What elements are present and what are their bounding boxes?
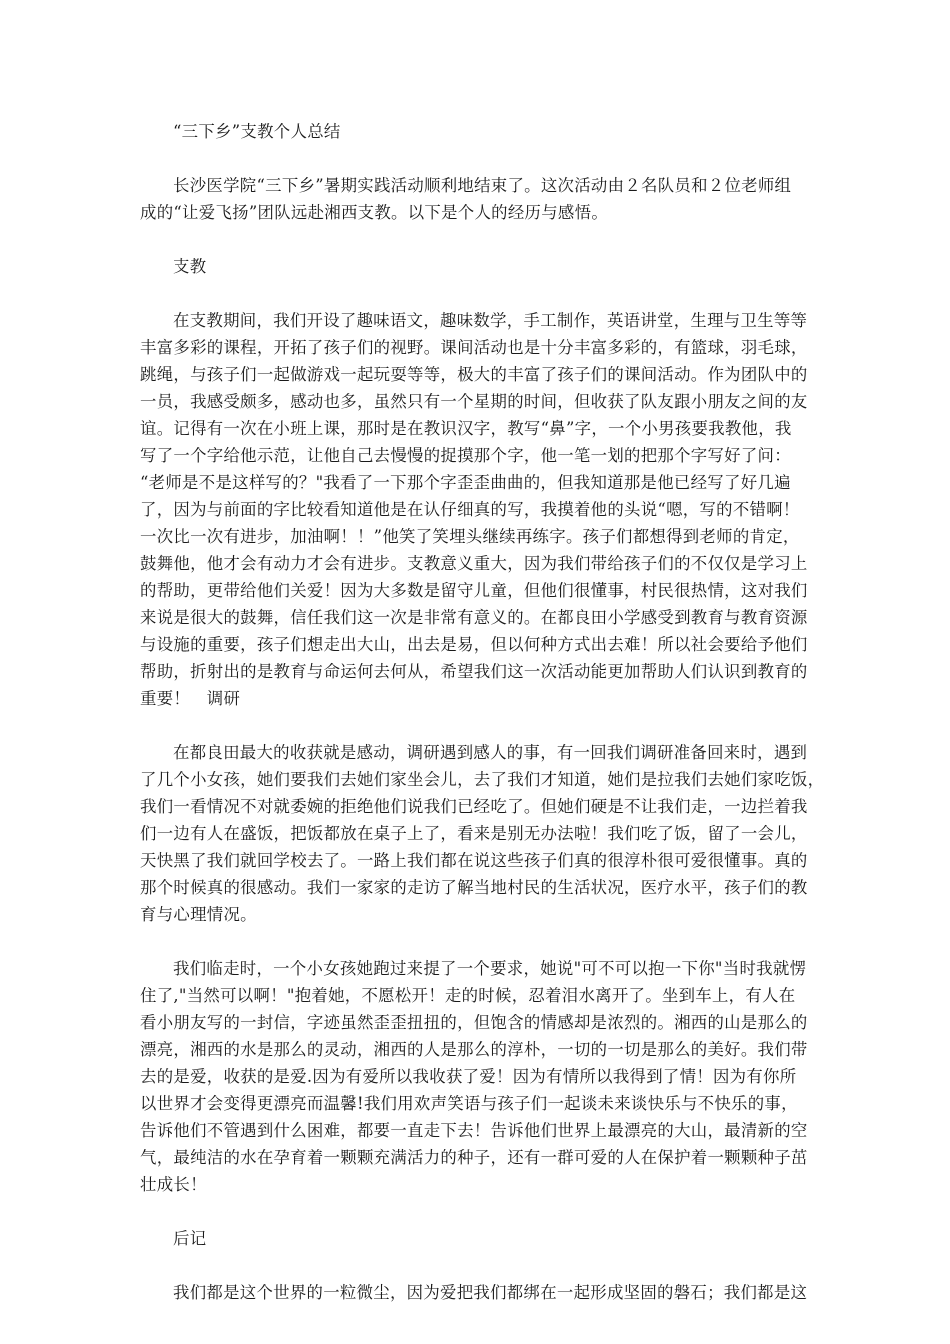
paragraph-line: 以世界才会变得更漂亮而温馨!我们用欢声笑语与孩子们一起谈未来谈快乐与不快乐的事， [140, 1094, 798, 1113]
paragraph-line: 住了,"当然可以啊！"抱着她，不愿松开！走的时候，忍着泪水离开了。坐到车上，有人在 [140, 986, 796, 1005]
intro-line: 长沙医学院“三下乡”暑期实践活动顺利地结束了。这次活动由２名队员和２位老师组 [173, 176, 792, 195]
paragraph-line: 丰富多彩的课程，开拓了孩子们的视野。课间活动也是十分丰富多彩的，有篮球，羽毛球， [140, 338, 808, 357]
section-heading-postscript: 后记 [173, 1229, 207, 1248]
document-title: “三下乡”支教个人总结 [173, 122, 341, 141]
paragraph-line: 我们临走时，一个小女孩她跑过来提了一个要求，她说"可不可以抱一下你"当时我就愣 [173, 959, 807, 978]
paragraph-line: 一次比一次有进步，加油啊！！”他笑了笑埋头继续再练字。孩子们都想得到老师的肯定， [140, 527, 800, 546]
paragraph-line: 的帮助，更带给他们关爱！因为大多数是留守儿童，但他们很懂事，村民很热情，这对我们 [140, 581, 808, 600]
paragraph-line: 跳绳，与孩子们一起做游戏一起玩耍等等，极大的丰富了孩子们的课间活动。作为团队中的 [140, 365, 808, 384]
paragraph-line: 了，因为与前面的字比较看知道他是在认仔细真的写，我摸着他的头说“嗯，写的不错啊！ [140, 500, 800, 519]
paragraph-line: 那个时候真的很感动。我们一家家的走访了解当地村民的生活状况，医疗水平，孩子们的教 [140, 878, 808, 897]
spacer [140, 280, 812, 307]
paragraph-line: 写了一个字给他示范，让他自己去慢慢的捉摸那个字，他一笔一划的把那个字写好了问： [140, 446, 791, 465]
spacer [140, 928, 812, 955]
section-heading-teaching: 支教 [173, 257, 207, 276]
paragraph-line: 天快黑了我们就回学校去了。一路上我们都在说这些孩子们真的很淳朴很可爱很懂事。真的 [140, 851, 808, 870]
paragraph-line: 们一边有人在盛饭，把饭都放在桌子上了，看来是别无办法啦！我们吃了饭，留了一会儿， [140, 824, 808, 843]
paragraph-line: 去的是爱，收获的是爱.因为有爱所以我收获了爱！因为有情所以我得到了情！因为有你所 [140, 1067, 797, 1086]
paragraph-line: 气，最纯洁的水在孕育着一颗颗充满活力的种子，还有一群可爱的人在保护着一颗颗种子茁 [140, 1148, 808, 1167]
paragraph-line: 一员，我感受颇多，感动也多，虽然只有一个星期的时间，但收获了队友跟小朋友之间的友 [140, 392, 808, 411]
paragraph-line: “老师是不是这样写的？"我看了一下那个字歪歪曲曲的，但我知道那是他已经写了好几遍 [140, 473, 791, 492]
paragraph-line: 来说是很大的鼓舞，信任我们这一次是非常有意义的。在都良田小学感受到教育与教育资源 [140, 608, 808, 627]
paragraph-line: 谊。记得有一次在小班上课，那时是在教识汉字，教写“鼻”字，一个小男孩要我教他，我 [140, 419, 792, 438]
paragraph-line: 帮助，折射出的是教育与命运何去何从，希望我们这一次活动能更加帮助人们认识到教育的 [140, 662, 808, 681]
paragraph-line: 了几个小女孩，她们要我们去她们家坐会儿，去了我们才知道，她们是拉我们去她们家吃饭， [140, 770, 825, 789]
document-body [140, 118, 825, 1306]
paragraph-line: 壮成长！ [140, 1175, 207, 1194]
spacer [140, 226, 812, 253]
spacer [140, 145, 812, 172]
paragraph-line: 在支教期间，我们开设了趣味语文，趣味数学，手工制作，英语讲堂，生理与卫生等等 [173, 311, 808, 330]
spacer [140, 1252, 812, 1279]
spacer [140, 1198, 812, 1225]
paragraph-line: 漂亮，湘西的水是那么的灵动，湘西的人是那么的淳朴，一切的一切是那么的美好。我们带 [140, 1040, 808, 1059]
paragraph-line: 告诉他们不管遇到什么困难，都要一直走下去！告诉他们世界上最漂亮的大山，最清新的空 [140, 1121, 808, 1140]
paragraph-line: 看小朋友写的一封信，字迹虽然歪歪扭扭的，但饱含的情感却是浓烈的。湘西的山是那么的 [140, 1013, 808, 1032]
paragraph-line: 在都良田最大的收获就是感动，调研遇到感人的事，有一回我们调研准备回来时，遇到 [173, 743, 808, 762]
paragraph-line: 我们一看情况不对就委婉的拒绝他们说我们已经吃了。但她们硬是不让我们走，一边拦着我 [140, 797, 808, 816]
spacer [140, 712, 812, 739]
paragraph-line: 与设施的重要，孩子们想走出大山，出去是易，但以何种方式出去难！所以社会要给予他们 [140, 635, 808, 654]
intro-line: 成的“让爱飞扬”团队远赴湘西支教。以下是个人的经历与感悟。 [140, 203, 609, 222]
paragraph-line: 鼓舞他，他才会有动力才会有进步。支教意义重大，因为我们带给孩子们的不仅仅是学习上 [140, 554, 808, 573]
paragraph-line: 育与心理情况。 [140, 905, 257, 924]
paragraph-line: 我们都是这个世界的一粒微尘，因为爱把我们都绑在一起形成坚固的磐石；我们都是这 [173, 1283, 808, 1302]
paragraph-line: 重要！ 调研 [140, 689, 241, 708]
